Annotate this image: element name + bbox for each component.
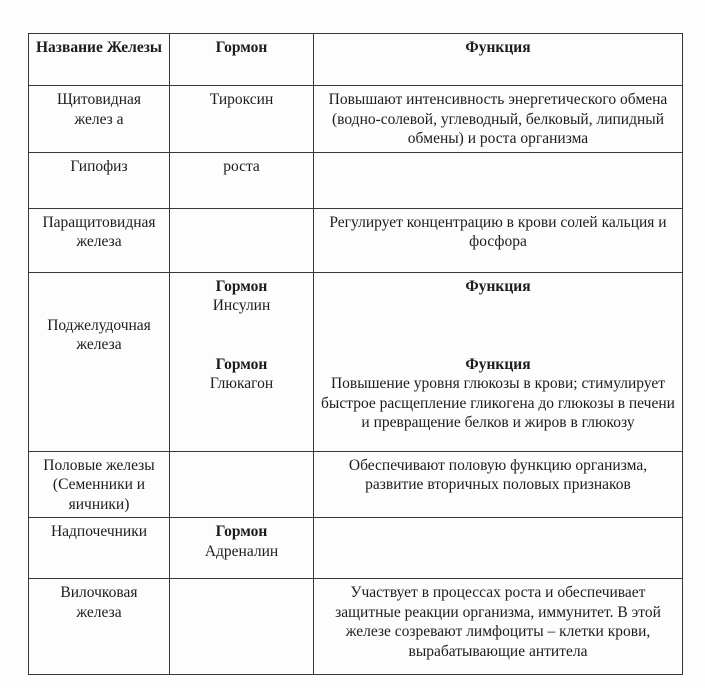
hormone-cell (170, 208, 314, 272)
function-line: Обеспечивают половую функцию организма, развитие вторичных половых признаков (348, 456, 648, 493)
gland-cell (29, 208, 170, 272)
gland-line: Надпочечники (50, 523, 148, 540)
glands-table-header (29, 34, 683, 86)
hormone-line (174, 316, 309, 336)
hormone-cell (170, 272, 314, 451)
hormone-line: Глюкагон (209, 375, 274, 392)
column-header-function: Функция (314, 34, 683, 86)
glands-table (28, 33, 683, 675)
gland-line: железа (76, 233, 122, 250)
function-line: Участвует в процессах роста и обеспечивает защитные реакции организма, иммунитет. В этой железе созревают лимфоциты – клетки крови, вырабатывающие антитела (335, 584, 661, 660)
gland-line: железа (76, 336, 122, 353)
hormone-line: Гормон (215, 277, 268, 295)
column-header-gland: Название Железы (29, 34, 170, 86)
function-line: Функция (465, 355, 531, 373)
hormone-cell (170, 152, 314, 208)
gland-line: Поджелудочная (47, 316, 151, 334)
gland-cell (29, 152, 170, 208)
function-cell (314, 451, 683, 518)
gland-line: Паращитовидная (42, 213, 156, 231)
table-row (29, 272, 683, 451)
gland-line (33, 296, 165, 316)
glands-table-body (29, 86, 683, 675)
gland-line: Гипофиз (70, 157, 128, 175)
hormone-line: Гормон (215, 355, 268, 373)
hormone-cell (170, 451, 314, 518)
header-row (29, 34, 683, 86)
function-cell (314, 152, 683, 208)
table-row (29, 579, 683, 675)
table-row (29, 86, 683, 153)
hormone-line: Инсулин (212, 297, 271, 314)
hormone-cell (170, 518, 314, 579)
hormone-cell (170, 86, 314, 153)
table-row (29, 518, 683, 579)
function-cell (314, 579, 683, 675)
hormone-line: Гормон (215, 523, 268, 540)
column-header-hormone: Гормон (170, 34, 314, 86)
function-cell (314, 272, 683, 451)
hormone-cell (170, 579, 314, 675)
function-line (318, 335, 678, 355)
hormone-line: Адреналин (204, 542, 279, 560)
gland-cell (29, 86, 170, 153)
gland-line: железа (76, 603, 122, 621)
function-line: Повышают интенсивность энергетического обмена (водно-солевой, углеводный, белковый, липидный обмены) и роста организма (328, 91, 668, 147)
gland-cell (29, 272, 170, 451)
function-line: Повышение уровня глюкозы в крови; стимулирует быстрое расщепление гликогена до глюкозы в печени и превращение белков и жиров в глюкозу (321, 375, 675, 431)
gland-cell (29, 518, 170, 579)
table-row (29, 208, 683, 272)
hormone-line (174, 335, 309, 355)
function-line: Регулирует концентрацию в крови солей кальция и фосфора (329, 213, 667, 250)
function-cell (314, 86, 683, 153)
gland-line: яичники) (68, 495, 130, 513)
function-line: Функция (465, 277, 531, 295)
gland-line (33, 277, 165, 297)
hormone-line: Тироксин (209, 91, 274, 108)
gland-cell (29, 579, 170, 675)
function-line (318, 296, 678, 316)
function-cell (314, 518, 683, 579)
gland-line: (Семенники и (52, 476, 146, 493)
gland-line: Щитовидная (56, 91, 142, 108)
function-cell (314, 208, 683, 272)
hormone-line: роста (223, 157, 260, 175)
gland-cell (29, 451, 170, 518)
gland-line: Половые железы (43, 456, 155, 474)
table-row (29, 152, 683, 208)
gland-line: Вилочковая (60, 584, 138, 601)
function-line (318, 316, 678, 336)
table-row (29, 451, 683, 518)
gland-line: желез а (74, 110, 124, 128)
